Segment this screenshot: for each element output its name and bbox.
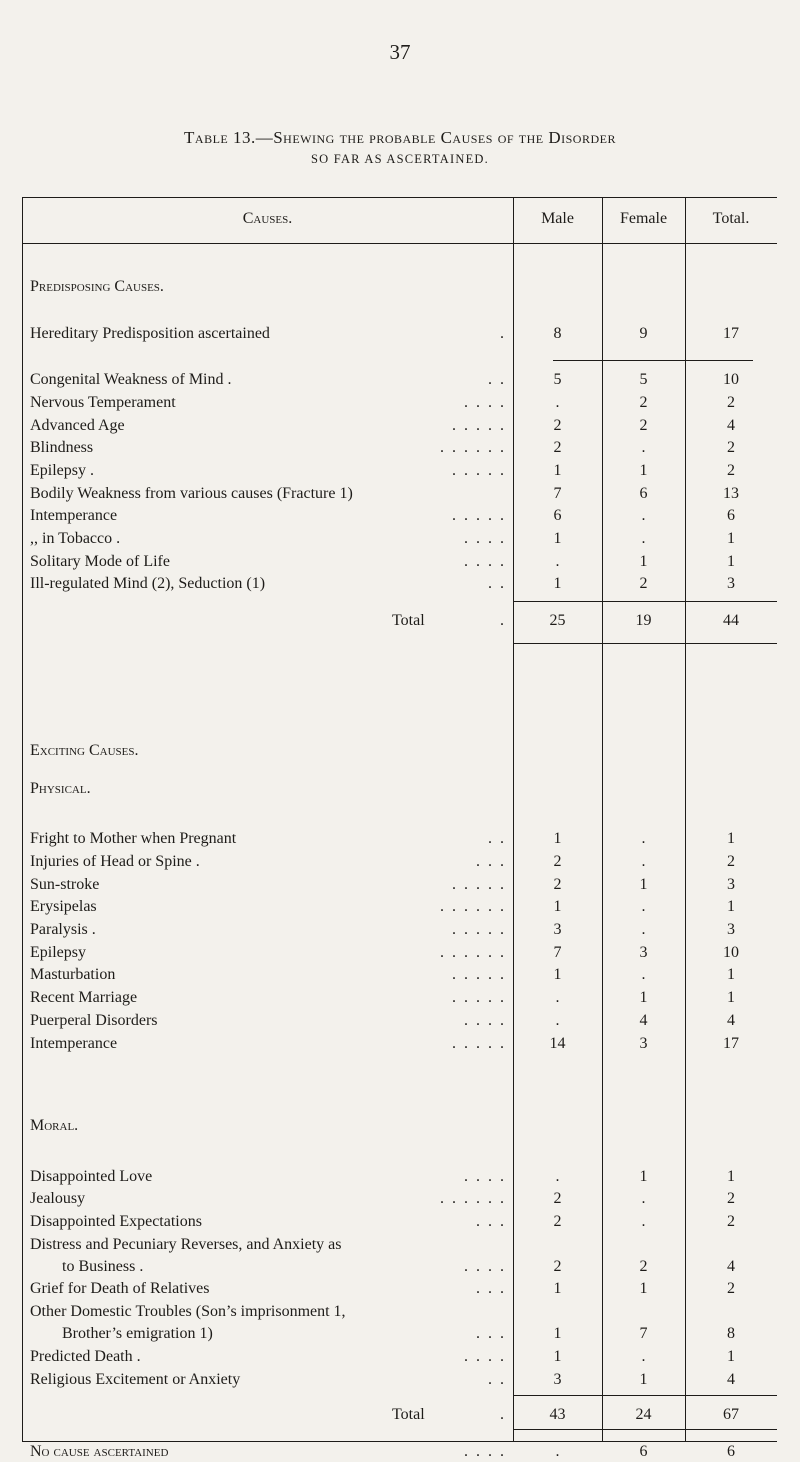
total-value: 44	[723, 612, 739, 629]
male-value: 7	[553, 485, 562, 502]
female-value: 2	[639, 394, 648, 411]
female-value: 3	[639, 944, 648, 961]
header-female: Female	[619, 210, 668, 227]
leader-dots: . . . .	[464, 1258, 506, 1275]
total-value: 2	[727, 394, 735, 411]
leader-dots: . . . .	[464, 553, 506, 570]
female-value: .	[641, 439, 646, 456]
leader-dots: . . . . . .	[440, 439, 506, 456]
total-value: 6	[727, 1443, 735, 1460]
male-value: 2	[553, 1258, 562, 1275]
total-value: 10	[723, 371, 739, 388]
leader-dots: . . . . .	[452, 989, 506, 1006]
physical-heading: Physical.	[30, 780, 91, 797]
female-value: .	[641, 921, 646, 938]
table-row: Grief for Death of Relatives	[30, 1280, 210, 1297]
leader-dots: . . . . .	[452, 507, 506, 524]
male-value: 3	[553, 1371, 562, 1388]
male-value: 2	[553, 417, 562, 434]
table-row: Predicted Death .	[30, 1348, 141, 1365]
female-value: .	[641, 507, 646, 524]
table-row: Fright to Mother when Pregnant	[30, 830, 237, 847]
female-value: 4	[639, 1012, 648, 1029]
table-row: Erysipelas	[30, 898, 97, 915]
table-row: Epilepsy	[30, 944, 86, 961]
male-value: 6	[553, 507, 562, 524]
male-value: 2	[553, 876, 562, 893]
male-value: .	[555, 394, 560, 411]
female-value: 24	[635, 1406, 652, 1423]
table-row: Puerperal Disorders	[30, 1012, 158, 1029]
exciting-heading: Exciting Causes.	[30, 742, 139, 759]
female-value: 1	[639, 1168, 648, 1185]
no-cause-label: No cause ascertained	[30, 1443, 169, 1460]
female-value: 1	[639, 462, 648, 479]
hereditary-underline	[553, 360, 753, 361]
table-subtitle: SO FAR AS ASCERTAINED.	[311, 152, 489, 166]
table-row: Disappointed Expectations	[30, 1213, 202, 1230]
female-value: 1	[639, 1280, 648, 1297]
male-value: .	[555, 1443, 560, 1460]
table-row: Paralysis .	[30, 921, 96, 938]
header-male: Male	[541, 210, 574, 227]
page-number: 37	[389, 40, 411, 64]
leader-dots: . . . .	[464, 530, 506, 547]
table-row: Distress and Pecuniary Reverses, and Anxiety as	[30, 1236, 342, 1253]
total-value: 2	[727, 462, 735, 479]
male-value: 2	[553, 1190, 562, 1207]
male-value: 2	[553, 1213, 562, 1230]
female-value: 7	[639, 1325, 648, 1342]
female-value: 6	[639, 1443, 648, 1460]
male-value: .	[555, 553, 560, 570]
male-value: 1	[553, 575, 562, 592]
table-row: Advanced Age	[30, 417, 125, 434]
total-value: 4	[727, 1371, 735, 1388]
exciting-total-label: Total	[392, 1406, 425, 1423]
male-value: 1	[553, 462, 562, 479]
table-row: Blindness	[30, 439, 94, 456]
predisposing-heading: Predisposing Causes.	[30, 278, 164, 295]
leader-dots: . . . . . .	[440, 1190, 506, 1207]
female-value: 6	[639, 485, 648, 502]
leader-dots: . . . .	[464, 1012, 506, 1029]
female-value: 2	[639, 575, 648, 592]
male-value: .	[555, 1012, 560, 1029]
total-value: 1	[727, 966, 735, 983]
male-value: 1	[553, 898, 562, 915]
leader-dots: . . . .	[464, 394, 506, 411]
female-value: 1	[639, 876, 648, 893]
female-value: .	[641, 830, 646, 847]
leader-dots: . . . . .	[452, 876, 506, 893]
total-value: 3	[727, 876, 735, 893]
total-value: 2	[727, 853, 735, 870]
header-total: Total.	[712, 210, 750, 227]
female-value: .	[641, 1213, 646, 1230]
table-row: Jealousy	[30, 1190, 86, 1207]
male-value: 1	[553, 1348, 562, 1365]
leader-dots: . . . .	[464, 1168, 506, 1185]
total-value: 3	[727, 921, 735, 938]
leader-dots: . . .	[476, 1213, 506, 1230]
header-rule	[22, 243, 777, 244]
total-value: 4	[727, 1012, 735, 1029]
total-value: 4	[727, 417, 735, 434]
causes-table	[22, 197, 777, 1460]
male-value: .	[555, 989, 560, 1006]
leader-dots: . . .	[476, 1280, 506, 1297]
table-row: Intemperance	[30, 1035, 118, 1052]
leader-dots: . .	[488, 575, 506, 592]
male-value: 3	[553, 921, 562, 938]
female-value: 2	[639, 1258, 648, 1275]
table-row: Recent Marriage	[30, 989, 138, 1006]
leader-dots: . .	[488, 371, 506, 388]
total-value: 4	[727, 1258, 735, 1275]
exciting-total-rule-top	[513, 1395, 777, 1396]
leader-dots: .	[500, 612, 506, 629]
leader-dots: . . . . .	[452, 966, 506, 983]
table-top-rule	[22, 197, 777, 198]
table-row: Intemperance	[30, 507, 118, 524]
table-title: Table 13.—Shewing the probable Causes of the Disorder	[184, 128, 616, 147]
female-value: 5	[639, 371, 648, 388]
leader-dots: . . . . .	[452, 921, 506, 938]
total-value: 2	[727, 1280, 735, 1297]
total-value: 1	[727, 1348, 735, 1365]
female-value: 1	[639, 1371, 648, 1388]
total-value: 1	[727, 898, 735, 915]
leader-dots: . . . .	[464, 1348, 506, 1365]
female-value: .	[641, 966, 646, 983]
row-label-continued: to Business .	[62, 1258, 144, 1275]
total-value: 1	[727, 1168, 735, 1185]
row-label-continued: Brother’s emigration 1)	[62, 1325, 213, 1342]
leader-dots: . . . . .	[452, 1035, 506, 1052]
total-value: 2	[727, 1213, 735, 1230]
leader-dots: . . . . . .	[440, 944, 506, 961]
male-value: 14	[549, 1035, 566, 1052]
leader-dots: .	[500, 1406, 506, 1423]
leader-dots: . . . . .	[452, 462, 506, 479]
male-value: 1	[553, 530, 562, 547]
total-value: 6	[727, 507, 735, 524]
leader-dots: . . . .	[464, 1443, 506, 1460]
table-row: Masturbation	[30, 966, 116, 983]
total-value: 1	[727, 830, 735, 847]
male-value: 2	[553, 853, 562, 870]
leader-dots: . .	[488, 830, 506, 847]
table-row: Congenital Weakness of Mind .	[30, 371, 232, 388]
leader-dots: . . . . .	[452, 417, 506, 434]
male-value: 8	[553, 325, 562, 342]
female-value: 2	[639, 417, 648, 434]
male-value: 7	[553, 944, 562, 961]
header-causes: Causes.	[242, 210, 293, 227]
female-value: 1	[639, 989, 648, 1006]
leader-dots: . .	[488, 1371, 506, 1388]
male-value: 2	[553, 439, 562, 456]
predisposing-total-rule-top	[513, 601, 777, 602]
table-row: Disappointed Love	[30, 1168, 153, 1185]
table-row: Solitary Mode of Life	[30, 553, 170, 570]
male-value: 1	[553, 1325, 562, 1342]
total-value: 67	[723, 1406, 739, 1423]
female-value: .	[641, 530, 646, 547]
total-value: 17	[723, 1035, 739, 1052]
total-value: 10	[723, 944, 739, 961]
male-value: 1	[553, 830, 562, 847]
male-value: 43	[549, 1406, 566, 1423]
leader-dots: .	[500, 325, 506, 342]
table-row: Injuries of Head or Spine .	[30, 853, 200, 870]
female-value: 3	[639, 1035, 648, 1052]
female-value: 19	[635, 612, 652, 629]
exciting-total-rule-bottom	[513, 1429, 777, 1430]
table-row: Hereditary Predisposition ascertained	[30, 325, 270, 342]
table-row: Ill-regulated Mind (2), Seduction (1)	[30, 575, 266, 592]
female-value: 1	[639, 553, 648, 570]
leader-dots: . . . . . .	[440, 898, 506, 915]
total-value: 1	[727, 530, 735, 547]
table-row: Bodily Weakness from various causes (Fracture 1)	[30, 485, 353, 502]
female-value: .	[641, 1348, 646, 1365]
male-value: 5	[553, 371, 562, 388]
table-row: Other Domestic Troubles (Son’s imprisonment 1,	[30, 1303, 346, 1320]
total-value: 2	[727, 1190, 735, 1207]
male-value: 25	[549, 612, 566, 629]
female-value: 9	[639, 325, 648, 342]
male-value: 1	[553, 1280, 562, 1297]
moral-heading: Moral.	[30, 1117, 79, 1134]
table-row: Epilepsy .	[30, 462, 94, 479]
table-row: Religious Excitement or Anxiety	[30, 1371, 241, 1388]
table-row: Nervous Temperament	[30, 394, 176, 411]
male-value: .	[555, 1168, 560, 1185]
table-row: Sun-stroke	[30, 876, 100, 893]
left-rule	[22, 197, 23, 1442]
female-value: .	[641, 1190, 646, 1207]
total-value: 13	[723, 485, 739, 502]
total-value: 1	[727, 989, 735, 1006]
female-value: .	[641, 898, 646, 915]
table-row: ,, in Tobacco .	[30, 530, 121, 547]
total-value: 3	[727, 575, 735, 592]
total-value: 1	[727, 553, 735, 570]
male-value: 1	[553, 966, 562, 983]
predisposing-total-rule-bottom	[513, 643, 777, 644]
female-value: .	[641, 853, 646, 870]
total-value: 2	[727, 439, 735, 456]
total-value: 8	[727, 1325, 735, 1342]
total-value: 17	[723, 325, 739, 342]
predisposing-total-label: Total	[392, 612, 425, 629]
leader-dots: . . .	[476, 853, 506, 870]
leader-dots: . . .	[476, 1325, 506, 1342]
